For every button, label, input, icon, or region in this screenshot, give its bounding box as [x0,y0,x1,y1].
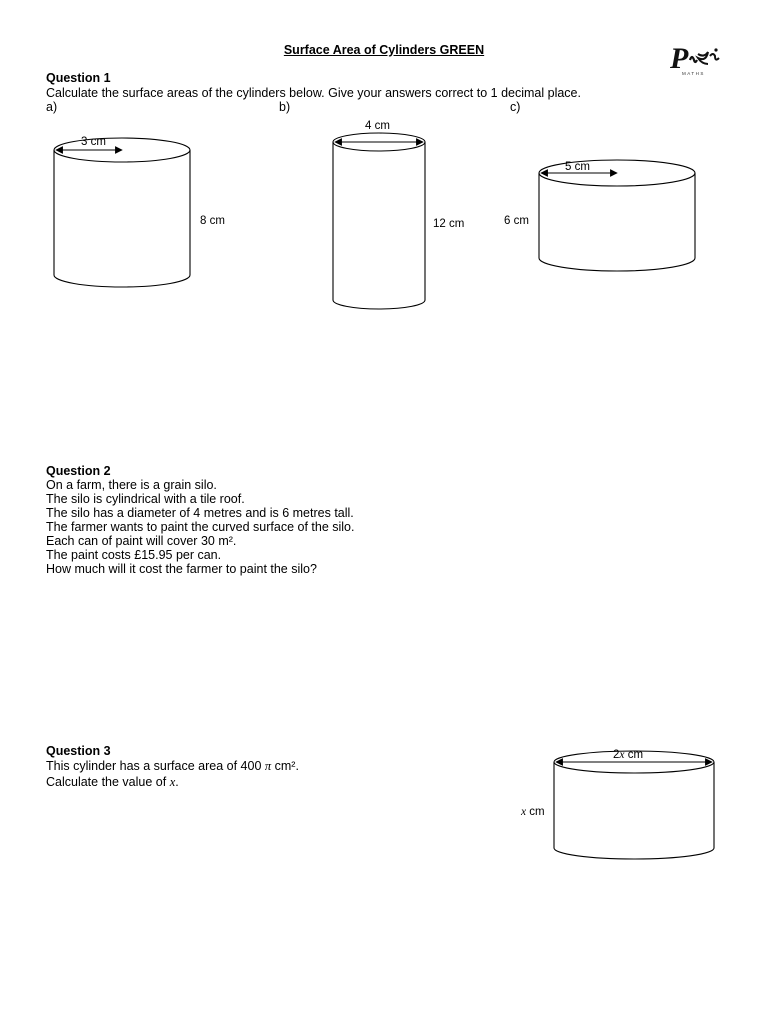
q3-area-number: 400 [240,759,262,773]
cylinder-c-radius-label: 5 cm [565,161,590,173]
q1-heading: Question 1 [46,71,111,85]
q2-line-6: The paint costs £15.95 per can. [46,548,222,562]
cylinder-q3-height-label [521,806,545,818]
q3-heading: Question 3 [46,744,111,758]
q1-part-a-label: a) [46,100,58,114]
cylinder-b-height-label: 12 cm [433,218,465,230]
q2-heading: Question 2 [46,464,111,478]
q3-pi-symbol: π [264,759,272,773]
cylinder-q3-diameter-label [613,749,643,761]
q3-line-2 [46,775,179,790]
q3-line-1-text: This cylinder has a surface area of [46,759,241,773]
q2-line-1: On a farm, there is a grain silo. [46,478,217,492]
cylinder-c [539,160,695,271]
cylinder-b [333,133,425,309]
q2-line-4: The farmer wants to paint the curved surface of the silo. [46,520,355,534]
q2-line-5: Each can of paint will cover 30 m². [46,534,237,548]
page-title: Surface Area of Cylinders GREEN [283,43,485,57]
cylinder-a-height-label: 8 cm [200,215,225,227]
q3-diameter-unit: cm [624,749,644,761]
q3-diameter-coef: 2 [613,749,620,761]
cylinder-b-diameter-label: 4 cm [365,120,390,132]
q1-part-b-label: b) [279,100,291,114]
q2-line-2: The silo is cylindrical with a tile roof. [46,492,245,506]
cylinder-c-height-label: 6 cm [504,215,529,227]
q1-part-c-label: c) [510,100,521,114]
q3-area-unit: cm². [271,759,299,773]
q3-height-unit: cm [526,806,545,818]
q3-height-var: x [521,806,527,818]
q3-variable-x: x [169,775,176,789]
svg-text:P: P [670,42,689,75]
logo-subtext: MATHS [682,71,705,76]
q2-line-3: The silo has a diameter of 4 metres and is 6 metres tall. [46,506,354,520]
cylinder-q3 [554,751,714,859]
q3-line-2-period: . [175,775,179,789]
q2-line-7: How much will it cost the farmer to paint the silo? [46,562,317,576]
cylinder-a [54,138,190,287]
q1-instruction: Calculate the surface areas of the cylinders below. Give your answers correct to 1 decimal place. [46,86,581,100]
q3-line-2-text: Calculate the value of [46,775,170,789]
cylinder-a-radius-label: 3 cm [81,136,106,148]
q3-line-1 [46,759,299,774]
q3-diameter-var: x [619,749,625,761]
